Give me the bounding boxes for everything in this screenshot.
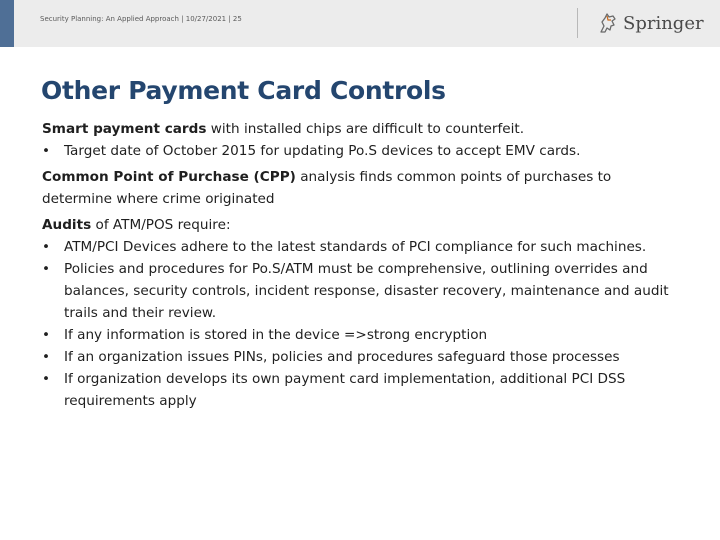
bullet-list-smart-cards (42, 140, 682, 162)
bullet-item (42, 368, 682, 412)
springer-logo (598, 9, 704, 37)
bullet-item (42, 258, 682, 324)
header-divider (577, 8, 578, 38)
bullet-text: Target date of October 2015 for updating Po.S devices to accept EMV cards. (64, 143, 581, 159)
bullet-text: ATM/PCI Devices adhere to the latest standards of PCI compliance for such machines. (64, 239, 647, 255)
header-footer-text: Security Planning: An Applied Approach | 10/27/2021 | 25 (40, 15, 242, 23)
term-cpp: Common Point of Purchase (CPP) (42, 169, 296, 185)
logo-wordmark: Springer (623, 12, 704, 34)
bullet-text: If organization develops its own payment card implementation, additional PCI DSS requirements apply (64, 371, 626, 409)
bullet-text: If any information is stored in the device =>strong encryption (64, 327, 488, 343)
term-smart-payment-cards: Smart payment cards (42, 121, 207, 137)
header-accent-bar (0, 0, 14, 47)
bullet-text: Policies and procedures for Po.S/ATM must be comprehensive, outlining overrides and balances, security controls, incident response, disaster recovery, maintenance and audit trails and their review. (64, 261, 669, 321)
bullet-item (42, 324, 682, 346)
bullet-list-audits (42, 236, 682, 412)
slide-header (0, 0, 720, 47)
bullet-marker: • (42, 327, 51, 343)
paragraph-cpp-text: analysis finds common points of purchases to determine where crime originated (42, 169, 612, 207)
bullet-marker: • (42, 239, 51, 255)
bullet-item (42, 346, 682, 368)
slide-body (42, 118, 682, 412)
paragraph-smart-cards (42, 118, 682, 140)
bullet-marker: • (42, 349, 51, 365)
paragraph-audits-text: of ATM/POS require: (91, 217, 231, 233)
springer-horse-icon (598, 12, 618, 34)
term-audits: Audits (42, 217, 92, 233)
paragraph-audits (42, 214, 682, 236)
bullet-marker: • (42, 261, 51, 277)
bullet-marker: • (42, 371, 51, 387)
bullet-item (42, 140, 682, 162)
slide-title: Other Payment Card Controls (41, 76, 446, 105)
bullet-text: If an organization issues PINs, policies and procedures safeguard those processes (64, 349, 620, 365)
bullet-marker: • (42, 143, 51, 159)
bullet-item (42, 236, 682, 258)
paragraph-cpp (42, 166, 682, 210)
paragraph-smart-cards-text: with installed chips are difficult to counterfeit. (206, 121, 525, 137)
